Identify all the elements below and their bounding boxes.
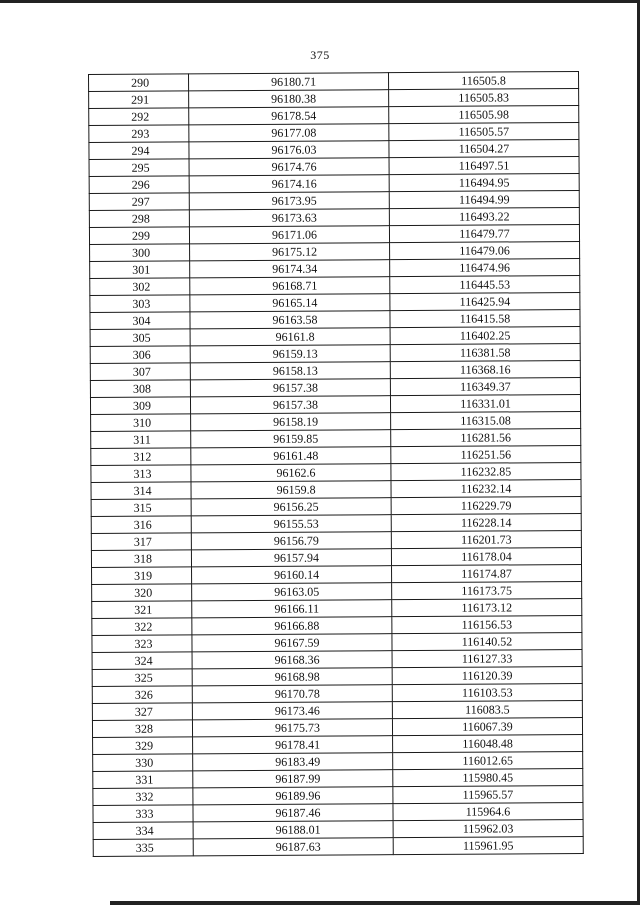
y-coordinate-cell: 116505.83 — [389, 89, 579, 107]
x-coordinate-cell: 96157.38 — [190, 396, 390, 414]
x-coordinate-cell: 96187.99 — [193, 770, 393, 788]
point-number-cell: 310 — [91, 414, 191, 432]
y-coordinate-cell: 115964.6 — [393, 802, 583, 820]
y-coordinate-cell: 116127.33 — [392, 649, 582, 667]
point-number-cell: 312 — [91, 448, 191, 466]
x-coordinate-cell: 96188.01 — [193, 821, 393, 839]
point-number-cell: 303 — [90, 295, 190, 313]
page-number: 375 — [310, 48, 330, 62]
point-number-cell: 321 — [92, 601, 192, 619]
point-number-cell: 311 — [91, 431, 191, 449]
y-coordinate-cell: 116474.96 — [390, 259, 580, 277]
x-coordinate-cell: 96157.38 — [190, 379, 390, 397]
x-coordinate-cell: 96171.06 — [189, 226, 389, 244]
y-coordinate-cell: 116012.65 — [393, 751, 583, 769]
y-coordinate-cell: 116201.73 — [391, 530, 581, 548]
y-coordinate-cell: 115980.45 — [393, 768, 583, 786]
x-coordinate-cell: 96183.49 — [193, 753, 393, 771]
point-number-cell: 325 — [92, 669, 192, 687]
x-coordinate-cell: 96175.73 — [192, 719, 392, 737]
y-coordinate-cell: 116349.37 — [390, 377, 580, 395]
x-coordinate-cell: 96156.25 — [191, 498, 391, 516]
y-coordinate-cell: 116229.79 — [391, 496, 581, 514]
x-coordinate-cell: 96187.63 — [193, 838, 393, 856]
x-coordinate-cell: 96167.59 — [192, 634, 392, 652]
x-coordinate-cell: 96173.63 — [189, 209, 389, 227]
x-coordinate-cell: 96174.16 — [189, 175, 389, 193]
point-number-cell: 298 — [89, 210, 189, 228]
x-coordinate-cell: 96165.14 — [190, 294, 390, 312]
coordinates-table — [88, 71, 584, 857]
point-number-cell: 315 — [91, 499, 191, 517]
point-number-cell: 335 — [93, 839, 193, 857]
point-number-cell: 308 — [90, 380, 190, 398]
x-coordinate-cell: 96177.08 — [189, 124, 389, 142]
x-coordinate-cell: 96168.71 — [190, 277, 390, 295]
x-coordinate-cell: 96189.96 — [193, 787, 393, 805]
point-number-cell: 316 — [91, 516, 191, 534]
x-coordinate-cell: 96159.8 — [191, 481, 391, 499]
y-coordinate-cell: 116493.22 — [389, 208, 579, 226]
y-coordinate-cell: 116415.58 — [390, 309, 580, 327]
point-number-cell: 324 — [92, 652, 192, 670]
point-number-cell: 322 — [92, 618, 192, 636]
point-number-cell: 301 — [90, 261, 190, 279]
point-number-cell: 317 — [91, 533, 191, 551]
point-number-cell: 294 — [89, 142, 189, 160]
point-number-cell: 300 — [90, 244, 190, 262]
table-row — [93, 836, 583, 856]
y-coordinate-cell: 116445.53 — [390, 275, 580, 293]
x-coordinate-cell: 96180.71 — [189, 73, 389, 91]
y-coordinate-cell: 115961.95 — [393, 836, 583, 854]
x-coordinate-cell: 96156.79 — [191, 532, 391, 550]
y-coordinate-cell: 116505.8 — [388, 72, 578, 90]
point-number-cell: 299 — [89, 227, 189, 245]
point-number-cell: 305 — [90, 329, 190, 347]
x-coordinate-cell: 96158.13 — [190, 362, 390, 380]
point-number-cell: 328 — [92, 720, 192, 738]
y-coordinate-cell: 116174.87 — [392, 564, 582, 582]
point-number-cell: 302 — [90, 278, 190, 296]
y-coordinate-cell: 116494.99 — [389, 191, 579, 209]
point-number-cell: 332 — [93, 788, 193, 806]
point-number-cell: 313 — [91, 465, 191, 483]
x-coordinate-cell: 96180.38 — [189, 90, 389, 108]
coordinates-table-body — [89, 72, 584, 857]
x-coordinate-cell: 96163.05 — [192, 583, 392, 601]
x-coordinate-cell: 96168.98 — [192, 668, 392, 686]
y-coordinate-cell: 116497.51 — [389, 157, 579, 175]
x-coordinate-cell: 96173.95 — [189, 192, 389, 210]
point-number-cell: 306 — [90, 346, 190, 364]
point-number-cell: 293 — [89, 125, 189, 143]
y-coordinate-cell: 116368.16 — [390, 360, 580, 378]
point-number-cell: 309 — [90, 397, 190, 415]
x-coordinate-cell: 96159.85 — [191, 430, 391, 448]
point-number-cell: 330 — [93, 754, 193, 772]
x-coordinate-cell: 96166.88 — [192, 617, 392, 635]
y-coordinate-cell: 116232.85 — [391, 462, 581, 480]
x-coordinate-cell: 96170.78 — [192, 685, 392, 703]
y-coordinate-cell: 116251.56 — [391, 445, 581, 463]
y-coordinate-cell: 116505.98 — [389, 106, 579, 124]
x-coordinate-cell: 96162.6 — [191, 464, 391, 482]
y-coordinate-cell: 116173.75 — [392, 581, 582, 599]
x-coordinate-cell: 96176.03 — [189, 141, 389, 159]
x-coordinate-cell: 96178.54 — [189, 107, 389, 125]
point-number-cell: 307 — [90, 363, 190, 381]
point-number-cell: 331 — [93, 771, 193, 789]
x-coordinate-cell: 96173.46 — [192, 702, 392, 720]
x-coordinate-cell: 96158.19 — [191, 413, 391, 431]
x-coordinate-cell: 96161.8 — [190, 328, 390, 346]
scan-edge-bottom — [110, 901, 640, 905]
scan-edge-top — [0, 0, 640, 3]
y-coordinate-cell: 116156.53 — [392, 615, 582, 633]
x-coordinate-cell: 96187.46 — [193, 804, 393, 822]
point-number-cell: 323 — [92, 635, 192, 653]
coordinates-table-wrapper — [88, 71, 583, 855]
point-number-cell: 327 — [92, 703, 192, 721]
y-coordinate-cell: 116120.39 — [392, 666, 582, 684]
y-coordinate-cell: 116331.01 — [390, 394, 580, 412]
x-coordinate-cell: 96168.36 — [192, 651, 392, 669]
x-coordinate-cell: 96175.12 — [190, 243, 390, 261]
y-coordinate-cell: 115962.03 — [393, 819, 583, 837]
y-coordinate-cell: 116048.48 — [393, 734, 583, 752]
point-number-cell: 334 — [93, 822, 193, 840]
y-coordinate-cell: 116402.25 — [390, 326, 580, 344]
point-number-cell: 314 — [91, 482, 191, 500]
point-number-cell: 296 — [89, 176, 189, 194]
x-coordinate-cell: 96174.34 — [190, 260, 390, 278]
x-coordinate-cell: 96161.48 — [191, 447, 391, 465]
point-number-cell: 318 — [91, 550, 191, 568]
y-coordinate-cell: 116178.04 — [391, 547, 581, 565]
y-coordinate-cell: 116381.58 — [390, 343, 580, 361]
x-coordinate-cell: 96163.58 — [190, 311, 390, 329]
point-number-cell: 333 — [93, 805, 193, 823]
y-coordinate-cell: 116083.5 — [392, 700, 582, 718]
point-number-cell: 297 — [89, 193, 189, 211]
x-coordinate-cell: 96155.53 — [191, 515, 391, 533]
point-number-cell: 329 — [93, 737, 193, 755]
x-coordinate-cell: 96174.76 — [189, 158, 389, 176]
y-coordinate-cell: 116315.08 — [391, 411, 581, 429]
y-coordinate-cell: 115965.57 — [393, 785, 583, 803]
x-coordinate-cell: 96160.14 — [192, 566, 392, 584]
point-number-cell: 326 — [92, 686, 192, 704]
point-number-cell: 304 — [90, 312, 190, 330]
x-coordinate-cell: 96178.41 — [193, 736, 393, 754]
y-coordinate-cell: 116479.77 — [389, 225, 579, 243]
x-coordinate-cell: 96166.11 — [192, 600, 392, 618]
point-number-cell: 295 — [89, 159, 189, 177]
point-number-cell: 290 — [89, 74, 189, 92]
x-coordinate-cell: 96157.94 — [191, 549, 391, 567]
y-coordinate-cell: 116281.56 — [391, 428, 581, 446]
y-coordinate-cell: 116479.06 — [390, 242, 580, 260]
y-coordinate-cell: 116505.57 — [389, 123, 579, 141]
point-number-cell: 291 — [89, 91, 189, 109]
point-number-cell: 320 — [92, 584, 192, 602]
y-coordinate-cell: 116140.52 — [392, 632, 582, 650]
point-number-cell: 319 — [92, 567, 192, 585]
x-coordinate-cell: 96159.13 — [190, 345, 390, 363]
y-coordinate-cell: 116103.53 — [392, 683, 582, 701]
y-coordinate-cell: 116173.12 — [392, 598, 582, 616]
y-coordinate-cell: 116494.95 — [389, 174, 579, 192]
y-coordinate-cell: 116425.94 — [390, 292, 580, 310]
y-coordinate-cell: 116232.14 — [391, 479, 581, 497]
y-coordinate-cell: 116228.14 — [391, 513, 581, 531]
y-coordinate-cell: 116504.27 — [389, 140, 579, 158]
y-coordinate-cell: 116067.39 — [392, 717, 582, 735]
point-number-cell: 292 — [89, 108, 189, 126]
